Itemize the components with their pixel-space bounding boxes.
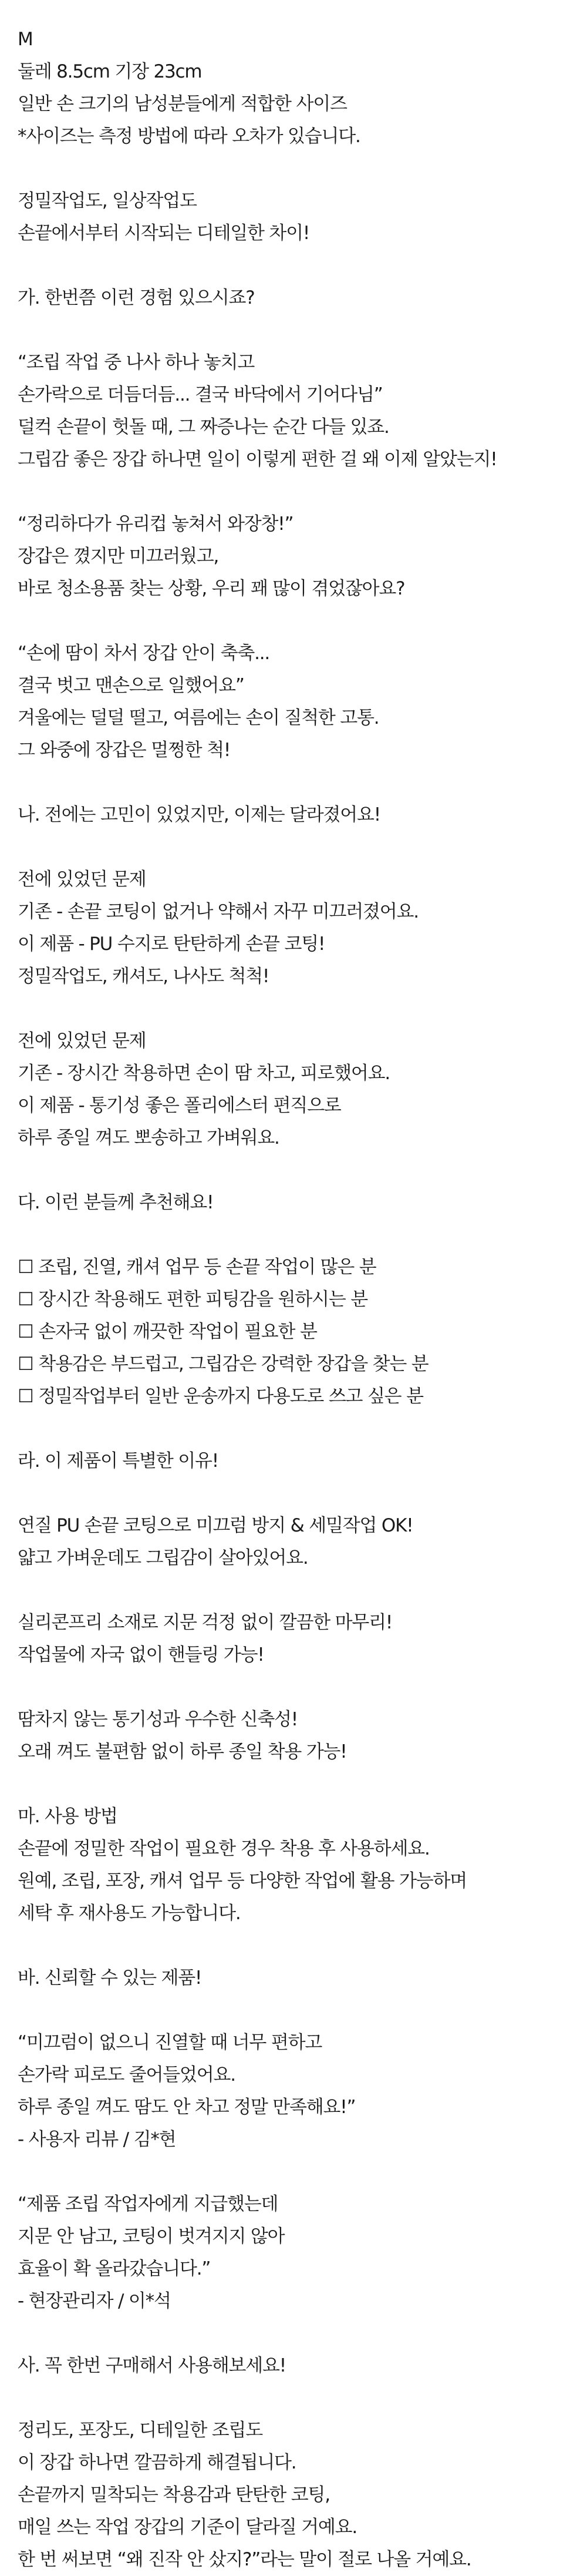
text-paragraph — [18, 1607, 569, 1671]
text-line: 이 제품 - PU 수지로 탄탄하게 손끝 코팅! — [18, 933, 325, 955]
paragraph-spacer — [18, 1477, 569, 1510]
text-line: 지문 안 남고, 코팅이 벗겨지지 않아 — [18, 2226, 285, 2247]
paragraph-spacer — [18, 250, 569, 282]
text-line: 한 번 써보면 “왜 진작 안 샀지?”라는 말이 절로 나올 거예요. — [18, 2549, 471, 2570]
text-line: ☐ 장시간 착용해도 편한 피팅감을 원하시는 분 — [18, 1289, 367, 1310]
paragraph-spacer — [18, 993, 569, 1025]
text-line: 다. 이런 분들께 추천해요! — [18, 1192, 214, 1213]
text-line: *사이즈는 측정 방법에 따라 오차가 있습니다. — [18, 126, 360, 147]
text-line: 겨울에는 덜덜 떨고, 여름에는 손이 질척한 고통. — [18, 707, 379, 728]
text-line: 손가락으로 더듬더듬... 결국 바닥에서 기어다님” — [18, 384, 383, 405]
text-line: 연질 PU 손끝 코팅으로 미끄럼 방지 & 세밀작업 OK! — [18, 1515, 413, 1536]
paragraph-spacer — [18, 2318, 569, 2350]
text-line: - 현장관리자 / 이*석 — [18, 2290, 171, 2312]
text-paragraph — [18, 1445, 569, 1477]
text-line: “정리하다가 유리컵 놓쳐서 와장창!” — [18, 513, 294, 535]
text-line: “손에 땀이 차서 장갑 안이 축축... — [18, 643, 270, 664]
text-line: 효율이 확 올라갔습니다.” — [18, 2258, 211, 2279]
text-line: 결국 벗고 맨손으로 일했어요” — [18, 675, 244, 696]
text-paragraph — [18, 1251, 569, 1413]
paragraph-spacer — [18, 1768, 569, 1801]
text-paragraph — [18, 508, 569, 605]
text-line: 가. 한번쯤 이런 경험 있으시죠? — [18, 287, 255, 308]
paragraph-spacer — [18, 1154, 569, 1187]
text-line: 얇고 가벼운데도 그립감이 살아있어요. — [18, 1547, 308, 1569]
text-line: 전에 있었던 문제 — [18, 869, 146, 890]
text-line: ☐ 조립, 진열, 캐셔 업무 등 손끝 작업이 많은 분 — [18, 1257, 376, 1278]
text-line: 정밀작업도, 일상작업도 — [18, 190, 197, 211]
text-line: 그립감 좋은 장갑 하나면 일이 이렇게 편한 걸 왜 이제 알았는지! — [18, 449, 497, 470]
text-line: 기존 - 손끝 코팅이 없거나 약해서 자꾸 미끄러졌어요. — [18, 901, 419, 922]
text-line: 덜컥 손끝이 헛돌 때, 그 짜증나는 순간 다들 있죠. — [18, 417, 389, 438]
text-line: 손끝까지 밀착되는 착용감과 탄탄한 코팅, — [18, 2484, 330, 2506]
text-line: 전에 있었던 문제 — [18, 1030, 146, 1052]
paragraph-spacer — [18, 2156, 569, 2188]
text-line: - 사용자 리뷰 / 김*현 — [18, 2129, 176, 2150]
paragraph-spacer — [18, 1219, 569, 1251]
text-paragraph — [18, 864, 569, 993]
text-paragraph — [18, 1704, 569, 1768]
paragraph-spacer — [18, 605, 569, 637]
text-line: 정리도, 포장도, 디테일한 조립도 — [18, 2420, 262, 2441]
text-line: 장갑은 꼈지만 미끄러웠고, — [18, 546, 219, 567]
text-line: “미끄럼이 없으니 진열할 때 너무 편하고 — [18, 2032, 322, 2053]
text-line: ☐ 손자국 없이 깨끗한 작업이 필요한 분 — [18, 1321, 317, 1342]
text-line: 바. 신뢰할 수 있는 제품! — [18, 1967, 202, 1989]
text-line: 작업물에 자국 없이 핸들링 가능! — [18, 1644, 264, 1665]
text-line: 원예, 조립, 포장, 캐셔 업무 등 다양한 작업에 활용 가능하며 — [18, 1870, 467, 1892]
text-line: 나. 전에는 고민이 있었지만, 이제는 달라졌어요! — [18, 804, 380, 825]
paragraph-spacer — [18, 2382, 569, 2414]
text-line: 손가락 피로도 줄어들었어요. — [18, 2064, 235, 2085]
paragraph-spacer — [18, 831, 569, 864]
text-paragraph — [18, 637, 569, 767]
text-line: 마. 사용 방법 — [18, 1806, 117, 1827]
text-line: ☐ 착용감은 부드럽고, 그립감은 강력한 장갑을 찾는 분 — [18, 1354, 429, 1375]
text-line: 정밀작업도, 캐셔도, 나사도 척척! — [18, 966, 269, 987]
text-line: 손끝에 정밀한 작업이 필요한 경우 착용 후 사용하세요. — [18, 1838, 430, 1859]
text-line: M — [18, 29, 33, 50]
paragraph-spacer — [18, 153, 569, 185]
paragraph-spacer — [18, 314, 569, 347]
text-paragraph — [18, 347, 569, 476]
paragraph-spacer — [18, 476, 569, 508]
text-paragraph — [18, 799, 569, 831]
text-line: 그 와중에 장갑은 멀쩡한 척! — [18, 740, 231, 761]
text-line: 손끝에서부터 시작되는 디테일한 차이! — [18, 223, 310, 244]
text-line: 오래 껴도 불편함 없이 하루 종일 착용 가능! — [18, 1741, 347, 1762]
paragraph-spacer — [18, 1930, 569, 1962]
text-line: 이 제품 - 통기성 좋은 폴리에스터 편직으로 — [18, 1095, 341, 1116]
text-paragraph — [18, 1962, 569, 1994]
paragraph-spacer — [18, 767, 569, 799]
text-line: “제품 조립 작업자에게 지급했는데 — [18, 2194, 278, 2215]
text-line: 사. 꼭 한번 구매해서 사용해보세요! — [18, 2355, 286, 2376]
text-line: 하루 종일 껴도 땀도 안 차고 정말 만족해요!” — [18, 2097, 356, 2118]
text-line: 이 장갑 하나면 깔끔하게 해결됩니다. — [18, 2452, 296, 2473]
text-paragraph — [18, 23, 569, 153]
text-paragraph — [18, 1025, 569, 1154]
text-paragraph — [18, 2027, 569, 2156]
text-line: 하루 종일 껴도 뽀송하고 가벼워요. — [18, 1127, 279, 1148]
paragraph-spacer — [18, 1574, 569, 1607]
text-line: 둘레 8.5cm 기장 23cm — [18, 61, 202, 82]
text-line: 매일 쓰는 작업 장갑의 기준이 달라질 거예요. — [18, 2517, 357, 2538]
text-paragraph — [18, 2350, 569, 2382]
text-line: 기존 - 장시간 착용하면 손이 땀 차고, 피로했어요. — [18, 1063, 390, 1084]
text-paragraph — [18, 1187, 569, 1219]
text-line: 라. 이 제품이 특별한 이유! — [18, 1450, 218, 1472]
text-paragraph — [18, 2188, 569, 2318]
text-line: 일반 손 크기의 남성분들에게 적합한 사이즈 — [18, 93, 347, 115]
text-line: 세탁 후 재사용도 가능합니다. — [18, 1903, 241, 1924]
text-paragraph — [18, 282, 569, 314]
paragraph-spacer — [18, 1994, 569, 2027]
text-paragraph — [18, 2414, 569, 2576]
text-line: 실리콘프리 소재로 지문 걱정 없이 깔끔한 마무리! — [18, 1612, 393, 1633]
text-paragraph — [18, 185, 569, 250]
text-line: 땀차지 않는 통기성과 우수한 신축성! — [18, 1709, 298, 1730]
text-paragraph — [18, 1801, 569, 1930]
text-line: ☐ 정밀작업부터 일반 운송까지 다용도로 쓰고 싶은 분 — [18, 1386, 423, 1407]
text-paragraph — [18, 1510, 569, 1574]
paragraph-spacer — [18, 1413, 569, 1445]
text-line: “조립 작업 중 나사 하나 놓치고 — [18, 352, 255, 373]
text-line: 바로 청소용품 찾는 상황, 우리 꽤 많이 겪었잖아요? — [18, 578, 405, 599]
paragraph-spacer — [18, 1671, 569, 1704]
